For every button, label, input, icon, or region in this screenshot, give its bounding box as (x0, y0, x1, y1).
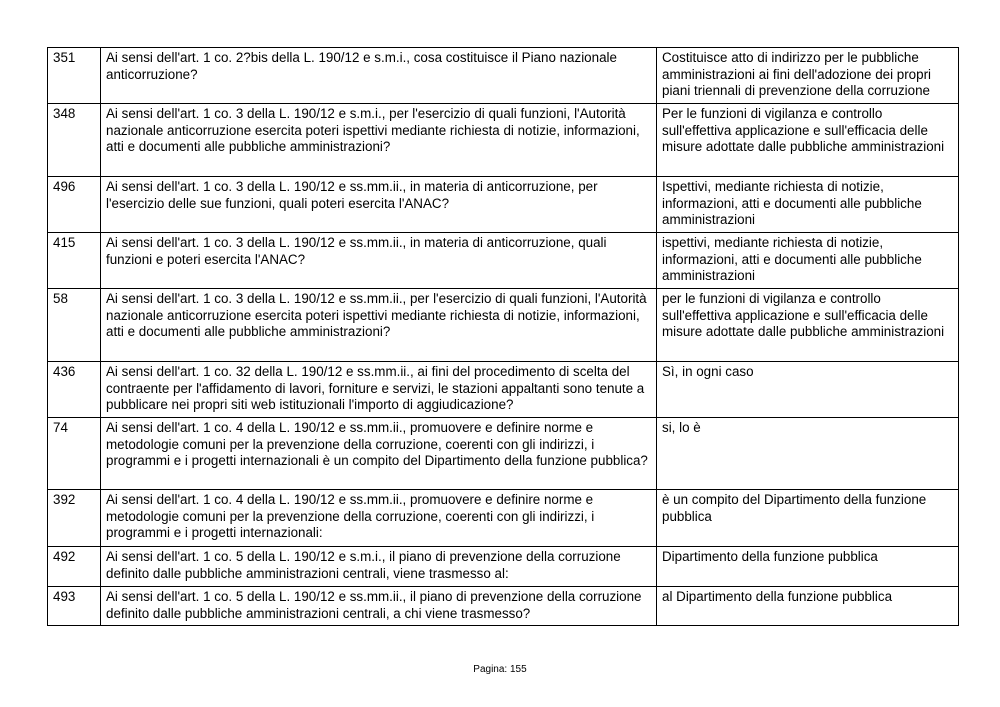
table-row (48, 233, 959, 289)
question-id: 348 (48, 104, 101, 177)
table-row (48, 587, 959, 626)
questions-table (47, 47, 959, 626)
answer-text: Ispettivi, mediante richiesta di notizie, informazioni, atti e documenti alle pubbliche amministrazioni (657, 177, 959, 233)
answer-text: è un compito del Dipartimento della funzione pubblica (657, 490, 959, 547)
answer-text: al Dipartimento della funzione pubblica (657, 587, 959, 626)
answer-text: Sì, in ogni caso (657, 362, 959, 418)
table-row (48, 490, 959, 547)
table-row (48, 289, 959, 362)
question-id: 493 (48, 587, 101, 626)
question-id: 58 (48, 289, 101, 362)
question-text: Ai sensi dell'art. 1 co. 5 della L. 190/12 e ss.mm.ii., il piano di prevenzione della corruzione definito dalle pubbliche amministrazioni centrali, a chi viene trasmesso? (101, 587, 657, 626)
table-row (48, 177, 959, 233)
answer-text: Dipartimento della funzione pubblica (657, 547, 959, 587)
question-id: 392 (48, 490, 101, 547)
question-id: 496 (48, 177, 101, 233)
answer-text: ispettivi, mediante richiesta di notizie, informazioni, atti e documenti alle pubbliche amministrazioni (657, 233, 959, 289)
question-text: Ai sensi dell'art. 1 co. 2?bis della L. 190/12 e s.m.i., cosa costituisce il Piano nazionale anticorruzione? (101, 48, 657, 104)
question-text: Ai sensi dell'art. 1 co. 4 della L. 190/12 e ss.mm.ii., promuovere e definire norme e metodologie comuni per la prevenzione della corruzione, coerenti con gli indirizzi, i programmi e i progetti internazionali è un compito del Dipartimento della funzione pubblica? (101, 418, 657, 490)
answer-text: si, lo è (657, 418, 959, 490)
table-row (48, 547, 959, 587)
question-text: Ai sensi dell'art. 1 co. 32 della L. 190/12 e ss.mm.ii., ai fini del procedimento di scelta del contraente per l'affidamento di lavori, forniture e servizi, le stazioni appaltanti sono tenute a pubblicare nei propri siti web istituzionali l'importo di aggiudicazione? (101, 362, 657, 418)
question-id: 415 (48, 233, 101, 289)
question-text: Ai sensi dell'art. 1 co. 5 della L. 190/12 e s.m.i., il piano di prevenzione della corruzione definito dalle pubbliche amministrazioni centrali, viene trasmesso al: (101, 547, 657, 587)
question-id: 436 (48, 362, 101, 418)
answer-text: Per le funzioni di vigilanza e controllo sull'effettiva applicazione e sull'efficacia delle misure adottate dalle pubbliche amministrazioni (657, 104, 959, 177)
table-row (48, 104, 959, 177)
question-id: 74 (48, 418, 101, 490)
question-text: Ai sensi dell'art. 1 co. 3 della L. 190/12 e ss.mm.ii., in materia di anticorruzione, quali funzioni e poteri esercita l'ANAC? (101, 233, 657, 289)
table-row (48, 48, 959, 104)
question-text: Ai sensi dell'art. 1 co. 3 della L. 190/12 e ss.mm.ii., in materia di anticorruzione, per l'esercizio delle sue funzioni, quali poteri esercita l'ANAC? (101, 177, 657, 233)
question-text: Ai sensi dell'art. 1 co. 4 della L. 190/12 e ss.mm.ii., promuovere e definire norme e metodologie comuni per la prevenzione della corruzione, coerenti con gli indirizzi, i programmi e i progetti internazionali: (101, 490, 657, 547)
question-id: 492 (48, 547, 101, 587)
table-row (48, 418, 959, 490)
answer-text: Costituisce atto di indirizzo per le pubbliche amministrazioni ai fini dell'adozione dei propri piani triennali di prevenzione della corruzione (657, 48, 959, 104)
table-row (48, 362, 959, 418)
question-id: 351 (48, 48, 101, 104)
page-number: Pagina: 155 (473, 664, 527, 675)
answer-text: per le funzioni di vigilanza e controllo sull'effettiva applicazione e sull'efficacia delle misure adottate dalle pubbliche amministrazioni (657, 289, 959, 362)
question-text: Ai sensi dell'art. 1 co. 3 della L. 190/12 e s.m.i., per l'esercizio di quali funzioni, l'Autorità nazionale anticorruzione esercita poteri ispettivi mediante richiesta di notizie, informazioni, atti e documenti alle pubbliche amministrazioni? (101, 104, 657, 177)
question-text: Ai sensi dell'art. 1 co. 3 della L. 190/12 e ss.mm.ii., per l'esercizio di quali funzioni, l'Autorità nazionale anticorruzione esercita poteri ispettivi mediante richiesta di notizie, informazioni, atti e documenti alle pubbliche amministrazioni? (101, 289, 657, 362)
